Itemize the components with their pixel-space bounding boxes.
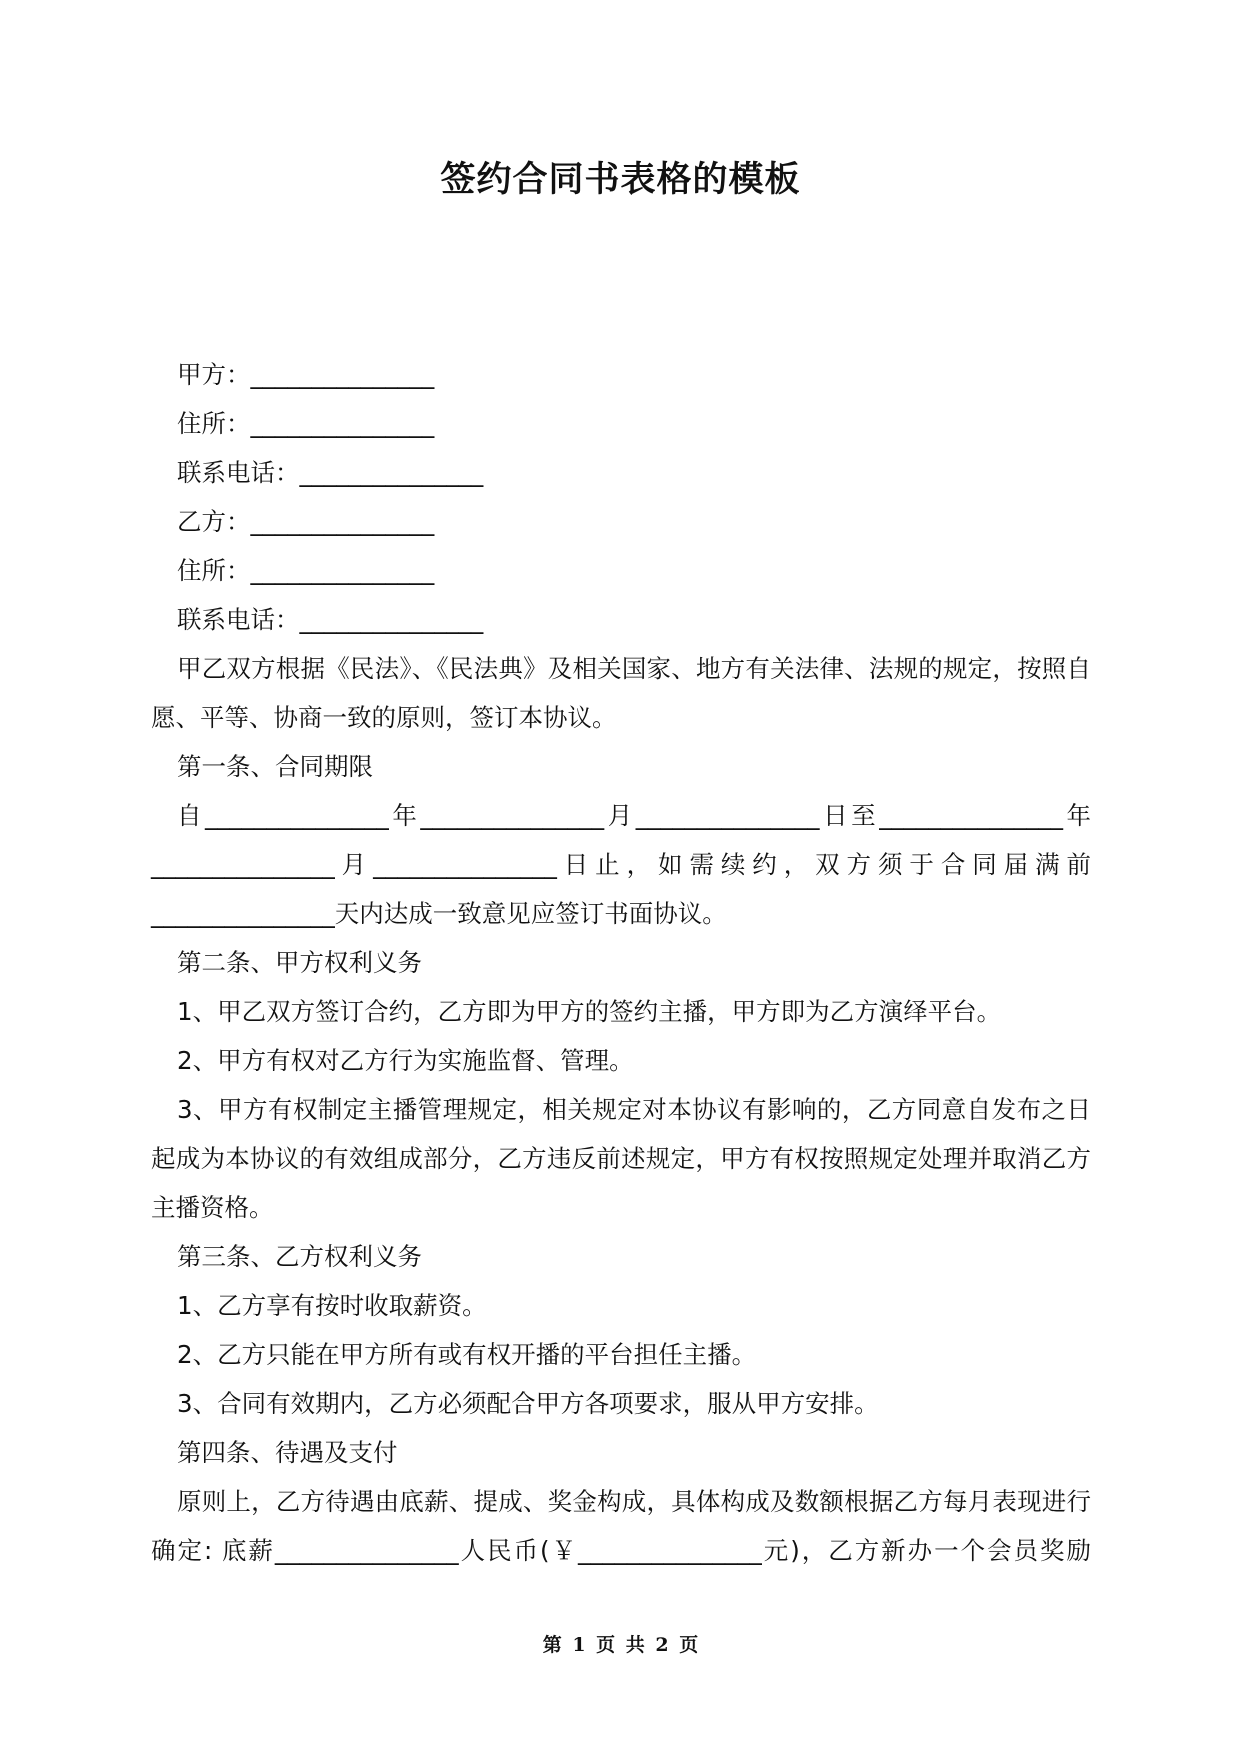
- article-3-item-3: 3、合同有效期内，乙方必须配合甲方各项要求，服从甲方安排。: [177, 1389, 879, 1418]
- article-2-item-1: 1、甲乙双方签订合约，乙方即为甲方的签约主播，甲方即为乙方演绎平台。: [177, 997, 1002, 1026]
- article-3-item-1: 1、乙方享有按时收取薪资。: [177, 1291, 487, 1320]
- article-2-item-3: 3、甲方有权制定主播管理规定，相关规定对本协议有影响的，乙方同意自发布之日起成为本协议的有效组成部分，乙方违反前述规定，甲方有权按照规定处理并取消乙方主播资格。: [151, 1095, 1091, 1222]
- article-3-heading: 第三条、乙方权利义务: [177, 1242, 422, 1271]
- article-3-item-2: 2、乙方只能在甲方所有或有权开播的平台担任主播。: [177, 1340, 757, 1369]
- article-4-paragraph: 原则上，乙方待遇由底薪、提成、奖金构成，具体构成及数额根据乙方每月表现进行确定: 底薪_______________人民币(￥_______________元)，乙方新办一个会员奖励: [151, 1487, 1091, 1565]
- document-body: [151, 350, 1091, 1575]
- article-4-heading: 第四条、待遇及支付: [177, 1438, 398, 1467]
- party-a-address-line: 住所：_______________: [177, 409, 435, 438]
- party-a-phone-line: 联系电话：_______________: [177, 458, 484, 487]
- article-2-item-2: 2、甲方有权对乙方行为实施监督、管理。: [177, 1046, 634, 1075]
- party-b-address-line: 住所：_______________: [177, 556, 435, 585]
- page-footer: 第 1 页 共 2 页: [542, 1634, 699, 1656]
- article-1-paragraph: 自_______________年_______________月_______________日至_______________年_______________月_______________日止，如需续约，双方须于合同届满前_______________天内达成一致意见应签订书面协议。: [151, 801, 1091, 928]
- article-1-heading: 第一条、合同期限: [177, 752, 373, 781]
- document-title: 签约合同书表格的模板: [440, 160, 801, 200]
- article-2-heading: 第二条、甲方权利义务: [177, 948, 422, 977]
- party-b-phone-line: 联系电话：_______________: [177, 605, 484, 634]
- party-b-line: 乙方：_______________: [177, 507, 435, 536]
- preamble-paragraph: 甲乙双方根据《民法》、《民法典》及相关国家、地方有关法律、法规的规定，按照自愿、平等、协商一致的原则，签订本协议。: [151, 654, 1091, 732]
- party-a-line: 甲方：_______________: [177, 360, 435, 389]
